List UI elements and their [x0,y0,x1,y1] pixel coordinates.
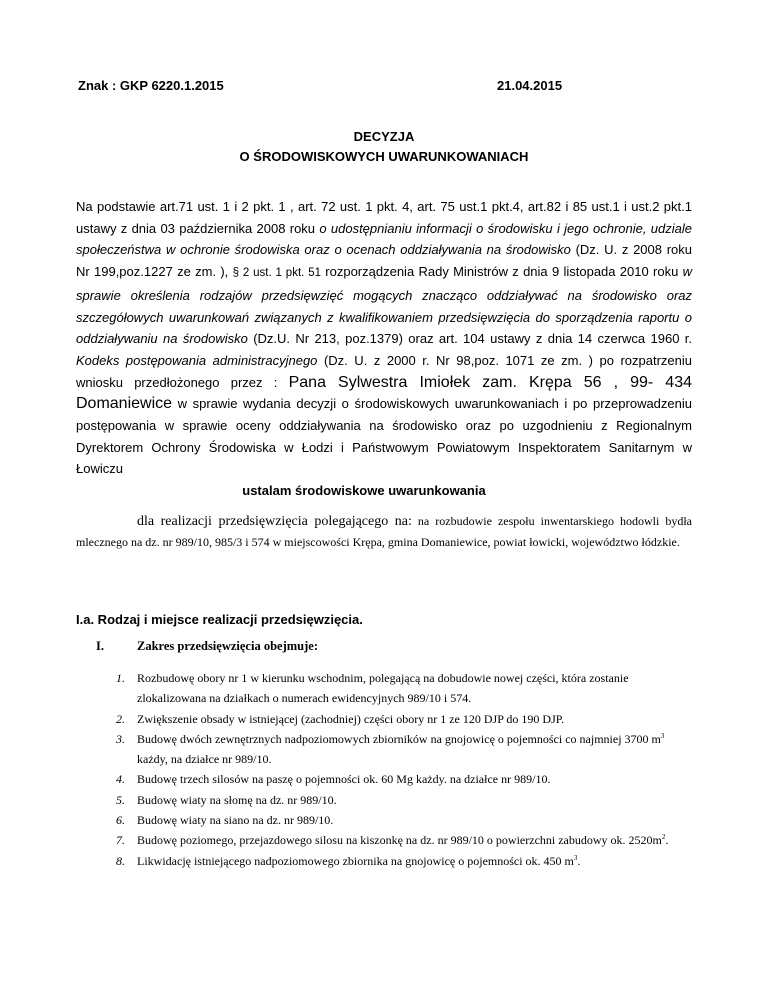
list-item [96,810,692,830]
list-item-text: Budowę trzech silosów na paszę o pojemności ok. 60 Mg każdy. na działce nr 989/10. [137,772,551,787]
list-item-text-tail: każdy, na działce nr 989/10. [137,752,272,767]
list-item-number: 6. [116,813,125,828]
purpose-paragraph [76,511,692,553]
superscript: 3 [660,731,665,740]
act-title-3: Kodeks postępowania administracyjnego [76,352,318,368]
list-item [96,790,692,810]
list-item-number: 2. [116,711,125,726]
list-item-text: Likwidację istniejącego nadpoziomowego zbiornika na gnojowicę o pojemności ok. 450 m [137,853,574,868]
list-item-number: 7. [116,833,125,848]
legal-text-5: (Dz. U. z 2000 r. Nr 98,poz. 1071 ze zm. ) po rozpatrzeniu wniosku przedłożonego przez : [76,352,692,390]
legal-text-3: rozporządzenia Rady Ministrów z dnia 9 listopada 2010 roku [321,264,683,280]
list-item-text: Budowę wiaty na słomę na dz. nr 989/10. [137,792,337,807]
decision-statement: ustalam środowiskowe uwarunkowania [242,483,486,499]
legal-text-4: (Dz.U. Nr 213, poz.1379) oraz art. 104 ustawy z dnia 14 czerwca 1960 r. [247,331,692,347]
act-title-1: o udostępnianiu informacji o środowisku i jego ochronie, udziale społeczeństwa w ochronie środowiska oraz o ocenach oddziaływania na środowisko [76,220,692,258]
legal-basis-paragraph [76,196,692,502]
list-item [96,729,692,770]
decision-subtitle: O ŚRODOWISKOWYCH UWARUNKOWANIACH [239,149,529,164]
list-item-text: Rozbudowę obory nr 1 w kierunku wschodnim, polegającą na dobudowie nowej części, która zostanie zlokalizowana na działkach o numerach ewidencyjnych 989/10 i 574. [137,671,629,706]
list-item-number: 1. [116,671,125,685]
section-heading: I.a. Rodzaj i miejsce realizacji przedsięwzięcia. [76,612,363,627]
applicant-name: Pana Sylwestra Imiołek zam. Krępa 56 , 99- 434 Domaniewice [76,373,692,413]
superscript: 3 [573,853,578,862]
purpose-lead: dla realizacji przedsięwzięcia polegającego na: [137,514,412,529]
list-item-text: Budowę wiaty na siano na dz. nr 989/10. [137,813,334,828]
list-item [96,769,692,789]
list-item-number: 3. [116,731,125,746]
decision-title: DECYZJA [353,129,415,144]
section-number: I. [96,639,104,653]
scope-list [96,668,692,871]
act-title-2: w sprawie określenia rodzajów przedsięwzięć mogących znacząco oddziaływać na środowisko oraz szczegółowych uwarunkowań związanych z kwalifikowaniem przedsięwzięcia do sporządzenia raportu o oddziaływaniu na środowisko [76,264,692,347]
list-item-text: Budowę dwóch zewnętrznych nadpoziomowych zbiorników na gnojowicę o pojemności co najmniej 3700 m [137,731,661,746]
list-item [96,709,692,729]
list-item-number: 4. [116,772,125,787]
case-sign: Znak : GKP 6220.1.2015 [78,78,224,93]
list-item-number: 8. [116,853,125,868]
section-subtitle: Zakres przedsięwzięcia obejmuje: [137,639,318,653]
legal-text-6: w sprawie wydania decyzji o środowiskowych uwarunkowaniach i po przeprowadzeniu postępowania w sprawie oceny oddziaływania na środowisko oraz po uzgodnieniu z Regionalnym Dyrektorem Ochrony Środowiska w Łodzi i Państwowym Powiatowym Inspektoratem Sanitarnym w Łowiczu [76,396,692,477]
legal-text-1: Na podstawie art.71 ust. 1 i 2 pkt. 1 , art. 72 ust. 1 pkt. 4, art. 75 ust.1 pkt.4, art.82 i 85 ust.1 i ust.2 pkt.1 ustawy z dnia 03 października 2008 roku [76,199,692,236]
list-item-text-tail: . [577,853,581,868]
list-item-text: Zwiększenie obsady w istniejącej (zachodniej) części obory nr 1 ze 120 DJP do 190 DJP. [137,711,565,726]
list-item [96,851,692,871]
list-item [96,668,692,709]
list-item [96,830,692,850]
list-item-text-tail: . [665,833,669,848]
list-item-text: Budowę poziomego, przejazdowego silosu na kiszonkę na dz. nr 989/10 o powierzchni zabudowy ok. 2520m [137,833,662,848]
legal-paragraph-ref: § 2 ust. 1 pkt. 51 [232,267,321,280]
superscript: 2 [661,833,666,842]
list-item-number: 5. [116,792,125,807]
legal-text-2: (Dz. U. z 2008 roku Nr 199,poz.1227 ze zm. ), [76,242,692,280]
document-date: 21.04.2015 [497,78,563,93]
purpose-text: na rozbudowie zespołu inwentarskiego hodowli bydła mlecznego na dz. nr 989/10, 985/3 i 574 w miejscowości Krępa, gmina Domaniewice, powiat łowicki, województwo łódzkie. [76,514,693,549]
